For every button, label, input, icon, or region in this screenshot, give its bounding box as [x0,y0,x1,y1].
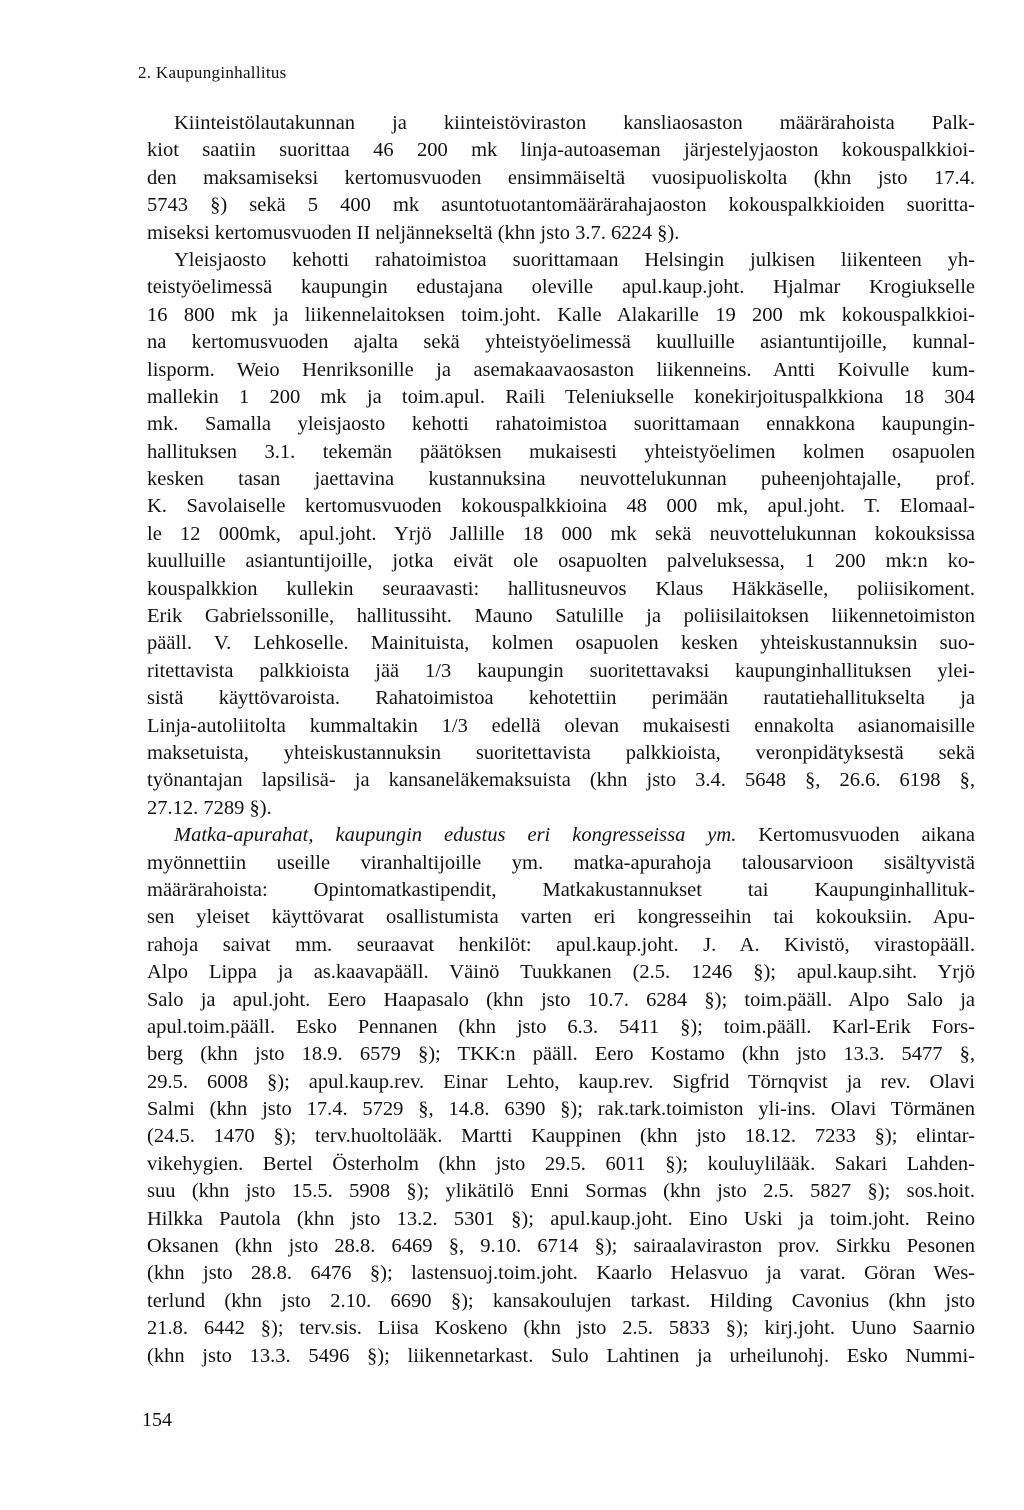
text-line: teistyöelimessä kaupungin edustajana oleville apul.kaup.joht. Hjalmar Krogiukselle [147,276,975,299]
text-line: Yleisjaosto kehotti rahatoimistoa suorittamaan Helsingin julkisen liikenteen yh- [174,248,975,271]
text-line: Linja-autoliitolta kummaltakin 1/3 edellä olevan mukaisesti ennakolta asianomaisille [147,714,975,737]
text-line: apul.toim.pääll. Esko Pennanen (khn jsto 6.3. 5411 §); toim.pääll. Karl-Erik Fors- [147,1015,975,1038]
text-line: kouspalkkion kullekin seuraavasti: hallitusneuvos Klaus Häkkäselle, poliisikoment. [147,577,975,600]
text-line: mallekin 1 200 mk ja toim.apul. Raili Teleniukselle konekirjoituspalkkiona 18 304 [147,385,975,408]
text-line: 16 800 mk ja liikennelaitoksen toim.joht. Kalle Alakarille 19 200 mk kokouspalkkioi- [147,303,975,326]
text-line: Oksanen (khn jsto 28.8. 6469 §, 9.10. 6714 §); sairaalaviraston prov. Sirkku Pesonen [147,1235,975,1258]
section-heading: Matka-apurahat, kaupungin edustus eri kongresseissa ym. [174,824,737,847]
text-line: ritettavista palkkioista jää 1/3 kaupungin suoritettavaksi kaupunginhallituksen ylei- [147,659,975,682]
text-line: na kertomusvuoden ajalta sekä yhteistyöelimessä kuulluille asiantuntijoille, kunnal- [147,331,975,354]
text-line: K. Savolaiselle kertomusvuoden kokouspalkkioina 48 000 mk, apul.joht. T. Elomaal- [147,495,975,518]
text-line: hallituksen 3.1. tekemän päätöksen mukaisesti yhteistyöelimen kolmen osapuolen [147,440,975,463]
paragraph [147,822,975,1370]
text-line: määrärahoista: Opintomatkastipendit, Matkakustannukset tai Kaupunginhallituk- [147,878,975,901]
text-line: miseksi kertomusvuoden II neljännekseltä (khn jsto 3.7. 6224 §). [147,221,680,244]
text-line: terlund (khn jsto 2.10. 6690 §); kansakoulujen tarkast. Hilding Cavonius (khn jsto [147,1289,975,1312]
text-line: mk. Samalla yleisjaosto kehotti rahatoimistoa suorittamaan ennakkona kaupungin- [147,413,975,436]
text-line: sen yleiset käyttövarat osallistumista varten eri kongresseihin tai kokouksiin. Apu- [147,906,975,929]
text-line: pääll. V. Lehkoselle. Mainituista, kolmen osapuolen kesken yhteiskustannuksin suo- [147,632,975,655]
text-line: 27.12. 7289 §). [147,796,272,819]
text-line: (24.5. 1470 §); terv.huoltolääk. Martti Kauppinen (khn jsto 18.12. 7233 §); elintar- [147,1125,975,1148]
text-line: myönnettiin useille viranhaltijoille ym. matka-apurahoja talousarvioon sisältyvistä [147,851,975,874]
text-line: 5743 §) sekä 5 400 mk asuntotuotantomäärärahajaoston kokouspalkkioiden suoritta- [147,194,975,217]
text-line: (khn jsto 13.3. 5496 §); liikennetarkast. Sulo Lahtinen ja urheilunohj. Esko Nummi- [147,1344,975,1367]
text-line: suu (khn jsto 15.5. 5908 §); ylikätilö Enni Sormas (khn jsto 2.5. 5827 §); sos.hoit. [147,1180,975,1203]
text-line: Salmi (khn jsto 17.4. 5729 §, 14.8. 6390 §); rak.tark.toimiston yli-ins. Olavi Törmänen [147,1098,975,1121]
text-line: Alpo Lippa ja as.kaavapääll. Väinö Tuukkanen (2.5. 1246 §); apul.kaup.siht. Yrjö [147,961,975,984]
text-line: le 12 000mk, apul.joht. Yrjö Jallille 18 000 mk sekä neuvottelukunnan kokouksissa [147,522,975,545]
text-line: kiot saatiin suorittaa 46 200 mk linja-autoaseman järjestelyjaoston kokouspalkkioi- [147,139,975,162]
text-line: 21.8. 6442 §); terv.sis. Liisa Koskeno (khn jsto 2.5. 5833 §); kirj.joht. Uuno Saarnio [147,1317,975,1340]
text-line: vikehygien. Bertel Österholm (khn jsto 29.5. 6011 §); kouluylilääk. Sakari Lahden- [147,1152,975,1175]
text-line: Kiinteistölautakunnan ja kiinteistöviraston kansliaosaston määrärahoista Palk- [174,112,975,134]
text-line: työnantajan lapsilisä- ja kansaneläkemaksuista (khn jsto 3.4. 5648 §, 26.6. 6198 §, [147,769,975,792]
text-line: Salo ja apul.joht. Eero Haapasalo (khn jsto 10.7. 6284 §); toim.pääll. Alpo Salo ja [147,988,975,1011]
text-line: maksetuista, yhteiskustannuksin suoritettavista palkkioista, veronpidätyksestä sekä [147,741,975,764]
page-number: 154 [142,1409,172,1431]
body-text [147,110,975,1370]
text-line-rest: Kertomusvuoden aikana [736,824,975,847]
running-header: 2. Kaupunginhallitus [138,63,287,82]
text-line: 29.5. 6008 §); apul.kaup.rev. Einar Lehto, kaup.rev. Sigfrid Törnqvist ja rev. Olavi [147,1070,975,1093]
text-line: sistä käyttövaroista. Rahatoimistoa kehotettiin perimään rautatiehallitukselta ja [147,687,975,710]
text-line: Hilkka Pautola (khn jsto 13.2. 5301 §); apul.kaup.joht. Eino Uski ja toim.joht. Reino [147,1207,975,1230]
text-line: rahoja saivat mm. seuraavat henkilöt: apul.kaup.joht. J. A. Kivistö, virastopääll. [147,933,975,956]
text-line: berg (khn jsto 18.9. 6579 §); TKK:n pääll. Eero Kostamo (khn jsto 13.3. 5477 §, [147,1043,975,1066]
text-line: kesken tasan jaettavina kustannuksina neuvottelukunnan puheenjohtajalle, prof. [147,468,975,491]
paragraph [147,110,975,247]
text-line: Erik Gabrielssonille, hallitussiht. Mauno Satulille ja poliisilaitoksen liikennetoimiston [147,605,975,628]
text-line: den maksamiseksi kertomusvuoden ensimmäiseltä vuosipuoliskolta (khn jsto 17.4. [147,166,975,189]
text-line: lisporm. Weio Henriksonille ja asemakaavaosaston liikenneins. Antti Koivulle kum- [147,358,975,381]
text-line: kuulluille asiantuntijoille, jotka eivät ole osapuolten palveluksessa, 1 200 mk:n ko- [147,550,975,573]
paragraph [147,247,975,822]
text-line [147,822,975,849]
text-line: (khn jsto 28.8. 6476 §); lastensuoj.toim.joht. Kaarlo Helasvuo ja varat. Göran Wes- [147,1262,975,1285]
